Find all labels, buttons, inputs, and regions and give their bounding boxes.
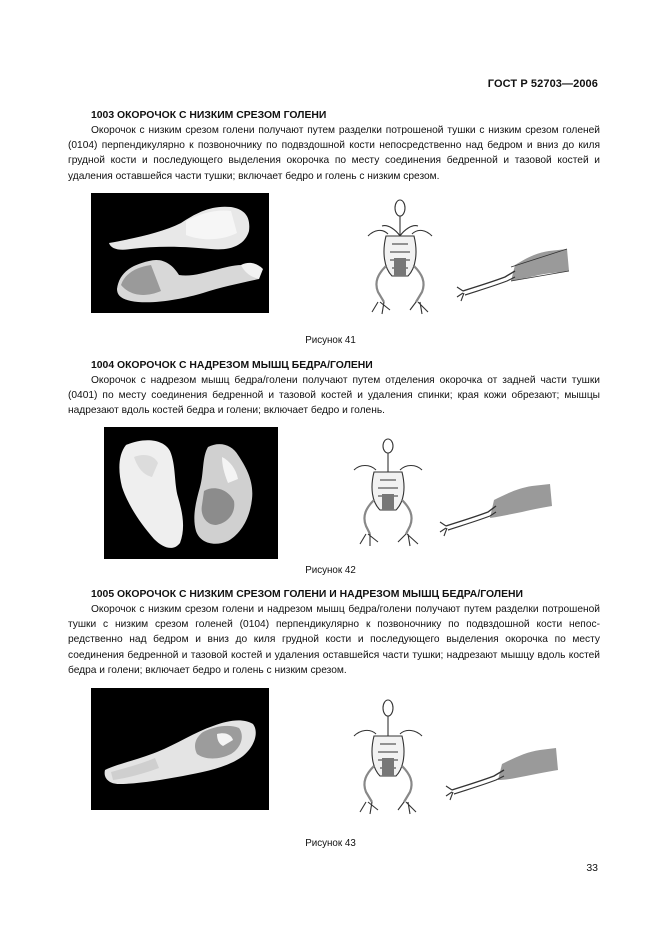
section-title: 1003 ОКОРОЧОК С НИЗКИМ СРЕЗОМ ГОЛЕНИ — [91, 110, 327, 121]
section-title: 1005 ОКОРОЧОК С НИЗКИМ СРЕЗОМ ГОЛЕНИ И НАДРЕЗОМ МЫШЦ БЕДРА/ГОЛЕНИ — [91, 589, 523, 600]
leg-cut-diagram-icon — [438, 480, 556, 542]
carcass-skeleton-diagram-icon — [352, 196, 444, 318]
section-text: Окорочок с надрезом мышц бедра/голени получают путем отделения окорочка от задней части тушки (0401) по месту соединения бедренной и тазовой костей и удаления спинки; края кожи обрезают; мышцы надрезают вдоль костей бедра и голени; включает бедро и голень. — [68, 375, 600, 417]
figure-caption: Рисунок 42 — [305, 565, 356, 576]
section-text: Окорочок с низким срезом голени и надрезом мышц бедра/голени получают путем разделки потрошеной тушки с низким срезом голеней (0104) перпендикулярно к позвоночнику по подвздошной кости непосредственно над бедром и вниз до киля грудной кости и последующего выделения окорочка по месту соединения бедренной и тазовой костей и удаления оставшейся части тушки; надрезают мышцу вдоль костей бедра и голени; включает бедро и голень с низким срезом. — [68, 604, 600, 676]
section-text: Окорочок с низким срезом голени получают путем разделки потрошеной тушки с низким срезом голеней (0104) перпендикулярно к позвоночнику по подвздошной кости непосредственно над бедром и вниз до киля грудной кости и последующего выделения окорочка по месту соединения бедренной и тазовой костей и удаления оставшейся части тушки; включает бедро и голень с низким срезом. — [68, 125, 600, 182]
document-header: ГОСТ Р 52703—2006 — [487, 78, 598, 90]
figure-caption: Рисунок 43 — [305, 838, 356, 849]
leg-quarter-photo-icon — [104, 427, 278, 559]
carcass-skeleton-diagram-icon — [340, 696, 432, 818]
page-number: 33 — [586, 862, 598, 874]
leg-cut-diagram-icon — [455, 243, 573, 305]
leg-quarter-photo-icon — [91, 688, 269, 810]
section-1003 — [68, 108, 600, 184]
leg-quarter-photo-icon — [91, 193, 269, 313]
leg-cut-diagram-icon — [444, 742, 562, 804]
section-1004 — [68, 358, 600, 419]
section-1005 — [68, 587, 600, 678]
carcass-skeleton-diagram-icon — [340, 436, 432, 548]
section-title: 1004 ОКОРОЧОК С НАДРЕЗОМ МЫШЦ БЕДРА/ГОЛЕНИ — [91, 360, 373, 371]
figure-caption: Рисунок 41 — [305, 335, 356, 346]
